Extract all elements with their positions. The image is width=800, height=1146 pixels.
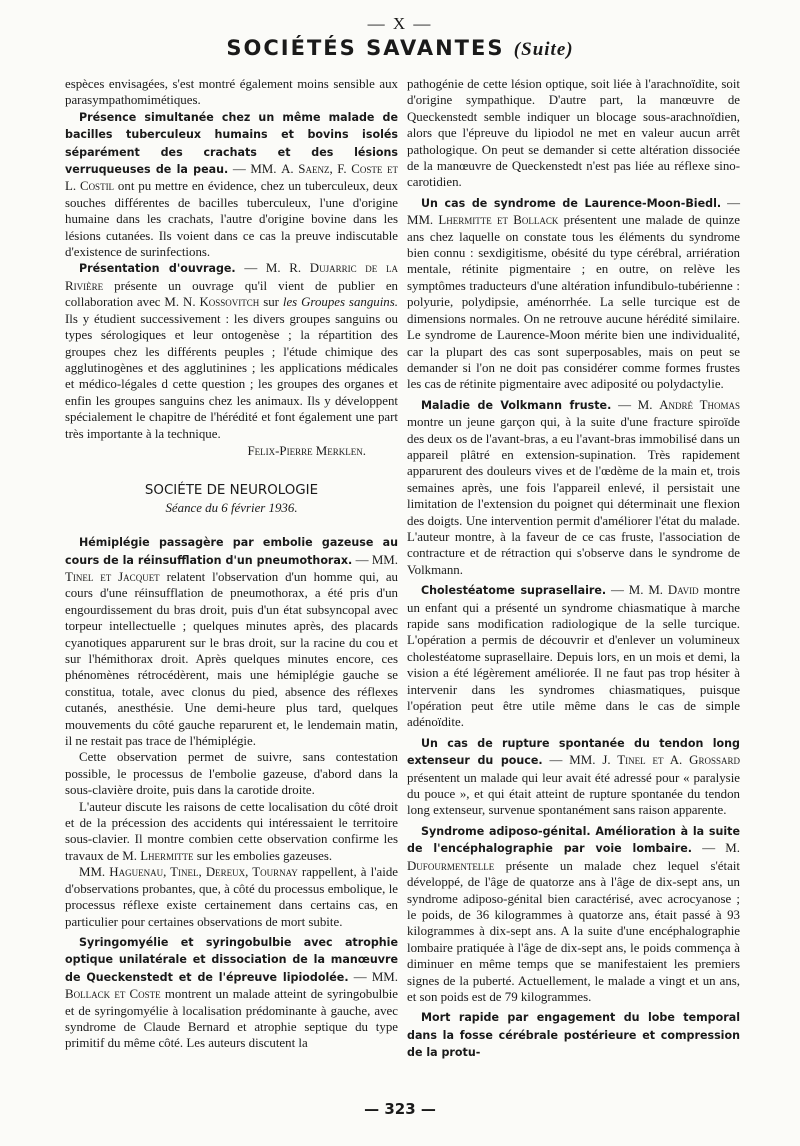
abstract-volkmann: Maladie de Volkmann fruste. — M. André Thomas montre un jeune garçon qui, à la suite d'une fracture spiroïde des deux os de l'avant-bras, a eu l'avant-bras immobilisé dans un appareil plâtré en extension-supination. Très rapidement apparurent des douleurs vives et de l'œdème de la main et, trois semaines après, une fois l'appareil enlevé, il persistait une limitation de l'extension du poignet qui déterminait une flexion des doigts. Une intervention permit d'améliorer l'état du malade. L'auteur montre, à la faveur de ce cas fruste, l'association de contracture et de rétraction qui s'observe dans le syndrome de Volkmann. [407,397,740,577]
abstract-heading: Mort rapide par engagement du lobe temporal dans la fosse cérébrale postérieure et compression de la protu- [407,1011,740,1060]
page-header [0,14,800,61]
journal-section-title [0,36,800,61]
paragraph: Cette observation permet de suivre, sans contestation possible, le processus de l'embolie gazeuse, d'abord dans la sous-clavière droite, puis dans la carotide droite. [65,750,398,798]
section-title-text: SOCIÉTÉS SAVANTES [226,36,505,60]
authors: R. Dujarric de la Rivière [65,261,398,293]
abstract-heading: Hémiplégie passagère par embolie gazeuse au cours de la réinsufflation d'un pneumothorax. [65,536,398,567]
left-column [65,76,398,1052]
authors: Tinel et Jacquet [65,569,160,584]
abstract-heading: Maladie de Volkmann fruste. [421,398,612,412]
session-date: Séance du 6 février 1936. [165,500,298,515]
paragraph: MM. Haguenau, Tinel, Dereux, Tournay rappellent, à l'aide d'observations probantes, que, à côté du processus embolique, le processus réflexe existe certainement dans certains cas, en particulier pour certaines observations de mort subite. [65,865,398,929]
authors: A. Saenz, F. Coste et L. Costil [65,162,398,194]
authors: Haguenau, Tinel, Dereux, Tournay [109,865,298,880]
abstract-rupture-tendon: Un cas de rupture spontanée du tendon long extenseur du pouce. — MM. J. Tinel et A. Grossard présentent un malade qui leur avait été adressé pour « paralysie du pouce », et qui était atteint de rupture spontanée du tendon long extenseur, survenue spontanément sans raison apparente. [407,736,740,818]
abstract-heading: Présentation d'ouvrage. [79,262,236,276]
authors: André Thomas [659,397,740,412]
roman-page-marker: — X — [367,14,433,33]
abstract-mort-rapide [407,1009,740,1061]
continued-paragraph: espèces envisagées, s'est montré également moins sensible aux parasympathomimétiques. [65,77,398,108]
abstract-tuberculeux: Présence simultanée chez un même malade de bacilles tuberculeux humains et bovins isolés séparément des crachats et des lésions verruqueuses de la peau. — MM. A. Saenz, F. Coste et L. Costil ont pu mettre en évidence, chez un tuberculeux, deux souches différentes de bacilles tuberculeux, l'une d'origine humaine dans les crachats, l'autre d'origine bovine dans les lésions cutanées. Ils voient dans ce cas la preuve indiscutable d'existence de surinfections. [65,110,398,260]
section-title-suite: (Suite) [513,39,574,60]
right-column [407,76,740,1062]
abstract-heading: Syringomyélie et syringobulbie avec atrophie optique unilatérale et dissociation de la manœuvre de Queckenstedt et de l'épreuve lipiodolée. [65,935,398,984]
abstract-adiposo-genital: Syndrome adiposo-génital. Amélioration à la suite de l'encéphalographie par voie lombaire. — M. Dufourmentelle présente un malade chez lequel s'était développé, de l'âge de quatorze ans à l'âge de dix-sept ans, un syndrome adiposo-génital bien caractérisé, avec acrocyanose ; le poids, de 36 kilogrammes à quatorze ans, était passé à 93 kilogrammes à dix-sept ans. A la suite d'une encéphalographie lombaire pratiquée à l'âge de dix-sept ans, le poids commença à diminuer en même temps que se manifestaient les premiers signes de la puberté. Actuellement, le malade a vingt et un ans, et son poids est de 79 kilogrammes. [407,824,740,1004]
authors: David [667,583,699,598]
authors: N. Kossovitch [183,295,260,310]
abstract-hemiplegie: Hémiplégie passagère par embolie gazeuse au cours de la réinsufflation d'un pneumothorax. — MM. Tinel et Jacquet relatent l'observation d'un homme qui, au cours d'une réinsufflation de pneumothorax, a été pris d'un engourdissement du bras droit, puis d'un état subsyncopal avec torpeur intellectuelle ; quelques minutes après, des placards cyanotiques apparurent sur le bras droit, sur la racine du cou et sur l'hémithorax droit. Après quelques minutes encore, ces phénomènes rétrocédèrent, mais une hémiplégie gauche se constitua, totale, avec clonus du pied, absence des réflexes cutanés, anesthésie. Une demi-heure plus tard, quelques mouvements du côté gauche reparurent et, le lendemain matin, il ne restait pas trace de l'hémiplégie. [65,536,398,749]
abstract-heading: Cholestéatome suprasellaire. [421,584,607,598]
abstract-cholesteatome: Cholestéatome suprasellaire. — M. M. David montre un enfant qui a présenté un syndrome chiasmatique à marche rapide sans modification radiologique de la selle turcique. L'opération a permis de découvrir et d'enlever un volumineux cholestéatome suprasellaire. Depuis lors, en un mois et demi, la vision a été légèrement améliorée. Il ne faut pas trop hésiter à intervenir dans les syndromes chiasmatiques, puisque l'opération peut être utile même dans le cas de simple adénoïdite. [407,583,740,730]
abstract-heading: Un cas de rupture spontanée du tendon long extenseur du pouce. [407,736,740,768]
authors: Lhermitte et Bollack [438,213,559,228]
authors: Bollack et Coste [65,987,161,1002]
abstract-syringomyelie: Syringomyélie et syringobulbie avec atrophie optique unilatérale et dissociation de la manœuvre de Queckenstedt et de l'épreuve lipiodolée. — MM. Bollack et Coste montrent un malade atteint de syringobulbie et de syringomyélie à localisation prédominante à gauche, avec syndrome de Claude Bernard et atrophie septique du type primitif du même côté. Les auteurs discutent la [65,935,398,1051]
page-number: — 323 — [364,1100,436,1118]
paragraph: L'auteur discute les raisons de cette localisation du côté droit et de la précession des accidents qui intéressaient le territoire sous-clavier. Il montre combien cette observation confirme les travaux de M. Lhermitte sur les embolies gazeuses. [65,799,398,863]
society-heading: SOCIÉTE DE NEUROLOGIE [144,483,319,499]
abstract-heading: Un cas de syndrome de Laurence-Moon-Biedl. [421,196,722,210]
authors: J. Tinel et A. Grossard [602,753,740,768]
abstract-heading: Syndrome adiposo-génital. Amélioration à la suite de l'encéphalographie par voie lombaire. [407,824,740,856]
abstract-ouvrage: Présentation d'ouvrage. — M. R. Dujarric de la Rivière présente un ouvrage qu'il vient de publier en collaboration avec M. N. Kossovitch sur les Groupes sanguins. Ils y étudient successivement : les divers groupes sanguins ou types sérologiques et leur ontogenèse ; la répartition des groupes chez les différents peuples ; l'étude chimique des agglutinogènes et des agglutinines ; les applications médicales et médico-légales d cette question ; les groupes des organes et enfin les groupes sanguins chez les animaux. Ils y développent spécialement le chapitre de l'hérédité et font également une part très importante à la technique. [65,261,398,441]
abstract-heading: Présence simultanée chez un même malade de bacilles tuberculeux humains et bovins isolés séparément des crachats et des lésions verruqueuses de la peau. [65,110,398,177]
authors: Dufourmentelle [407,858,495,873]
continued-paragraph: pathogénie de cette lésion optique, soit liée à l'arachnoïdite, soit d'origine sympathique. D'autre part, la manœuvre de Queckenstedt semble indiquer un blocage sous-arachnoïdien, alors que l'épreuve du lipiodol ne met en valeur aucun arrêt pathologique. On peut se demander si cette altération dissociée de la manœuvre de Queckenstedt n'est pas liée au réflexe sino-carotidien. [407,77,740,190]
abstract-laurence-moon: Un cas de syndrome de Laurence-Moon-Biedl. — MM. Lhermitte et Bollack présentent une malade de quinze ans chez laquelle on constate tous les éléments du syndrome bien connu : sexdigitisme, obésité du type cérébral, arriération mentale, rétinite pigmentaire ; en outre, on relève les symptômes traducteurs d'une altération infundibulo-tubérienne : polyurie, polydipsie, aménorrhée. La selle turcique est de dimensions normales. On ne retrouve aucune hérédité similaire. Le syndrome de Laurence-Moon mérite bien une individualité, car la plupart des cas sont superposables, mais on peut se demander si l'on ne doit pas considérer comme formes frustes les cas de rétinite pigmentaire avec adiposité ou polydactylie. [407,195,740,392]
signature: Felix-Pierre Merklen. [247,443,366,458]
authors: Lhermitte [140,848,194,863]
book-title: les Groupes sanguins. [282,295,398,310]
